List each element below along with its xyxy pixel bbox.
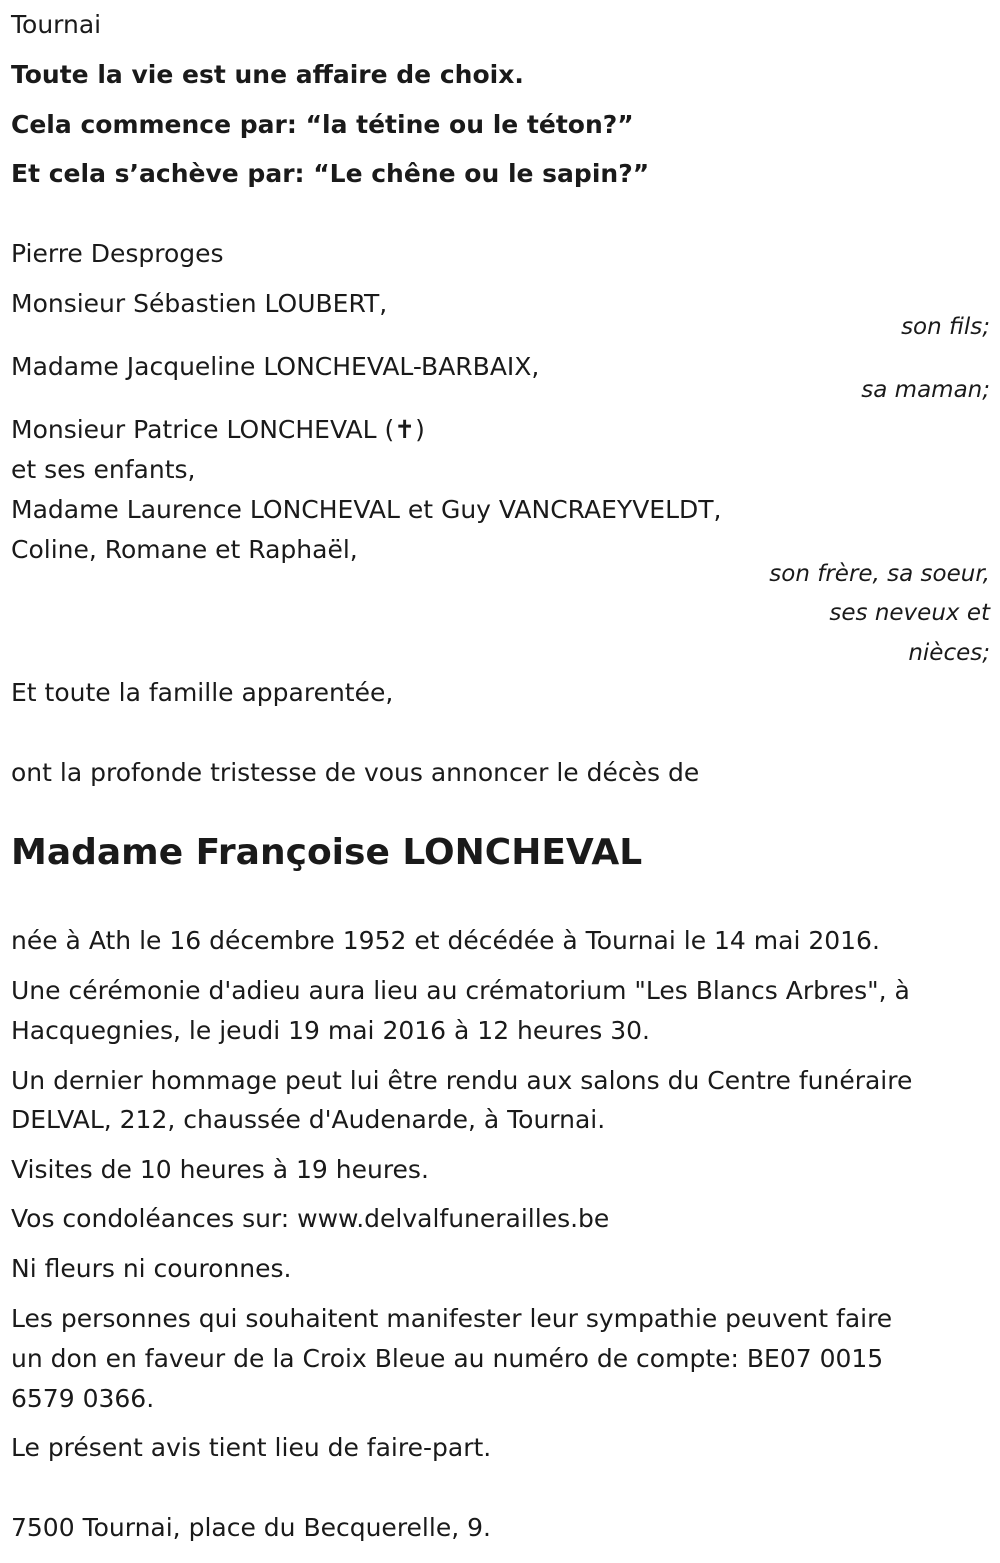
donation-line-1: Les personnes qui souhaitent manifester leur sympathie peuvent faire (11, 1304, 893, 1333)
address: 7500 Tournai, place du Becquerelle, 9. (11, 1513, 491, 1542)
quote-author: Pierre Desproges (11, 239, 224, 268)
visits: Visites de 10 heures à 19 heures. (11, 1155, 429, 1184)
extended-family: Et toute la famille apparentée, (11, 678, 394, 707)
quote-line-1: Toute la vie est une affaire de choix. (11, 60, 524, 89)
donation-line-3: 6579 0366. (11, 1384, 155, 1413)
condolences: Vos condoléances sur: www.delvalfunerailles.be (11, 1204, 610, 1233)
announcement: ont la profonde tristesse de vous annoncer le décès de (11, 758, 700, 787)
siblings-relation-3: nièces; (908, 640, 990, 666)
grandchildren: Coline, Romane et Raphaël, (11, 535, 358, 564)
ceremony-line-1: Une cérémonie d'adieu aura lieu au crématorium "Les Blancs Arbres", à (11, 976, 910, 1005)
mother-name: Madame Jacqueline LONCHEVAL-BARBAIX, (11, 352, 540, 381)
siblings-relation-1: son frère, sa soeur, (769, 561, 990, 587)
brother-name: Monsieur Patrice LONCHEVAL (✝) (11, 415, 425, 444)
quote-line-3: Et cela s’achève par: “Le chêne ou le sapin?” (11, 159, 650, 188)
deceased-name: Madame Françoise LONCHEVAL (11, 832, 643, 873)
siblings-relation-2: ses neveux et (829, 600, 990, 626)
brother-children: et ses enfants, (11, 455, 196, 484)
ceremony-line-2: Hacquegnies, le jeudi 19 mai 2016 à 12 heures 30. (11, 1016, 650, 1045)
no-flowers: Ni fleurs ni couronnes. (11, 1254, 292, 1283)
donation-line-2: un don en faveur de la Croix Bleue au numéro de compte: BE07 0015 (11, 1344, 884, 1373)
sister-name: Madame Laurence LONCHEVAL et Guy VANCRAEYVELDT, (11, 495, 722, 524)
son-name: Monsieur Sébastien LOUBERT, (11, 289, 388, 318)
son-relation: son fils; (901, 314, 990, 340)
tribute-line-2: DELVAL, 212, chaussée d'Audenarde, à Tournai. (11, 1105, 606, 1134)
mother-relation: sa maman; (861, 377, 990, 403)
quote-line-2: Cela commence par: “la tétine ou le téton?” (11, 110, 634, 139)
city-heading: Tournai (11, 10, 102, 39)
tribute-line-1: Un dernier hommage peut lui être rendu aux salons du Centre funéraire (11, 1066, 913, 1095)
notice-statement: Le présent avis tient lieu de faire-part. (11, 1433, 492, 1462)
birth-death: née à Ath le 16 décembre 1952 et décédée à Tournai le 14 mai 2016. (11, 926, 880, 955)
